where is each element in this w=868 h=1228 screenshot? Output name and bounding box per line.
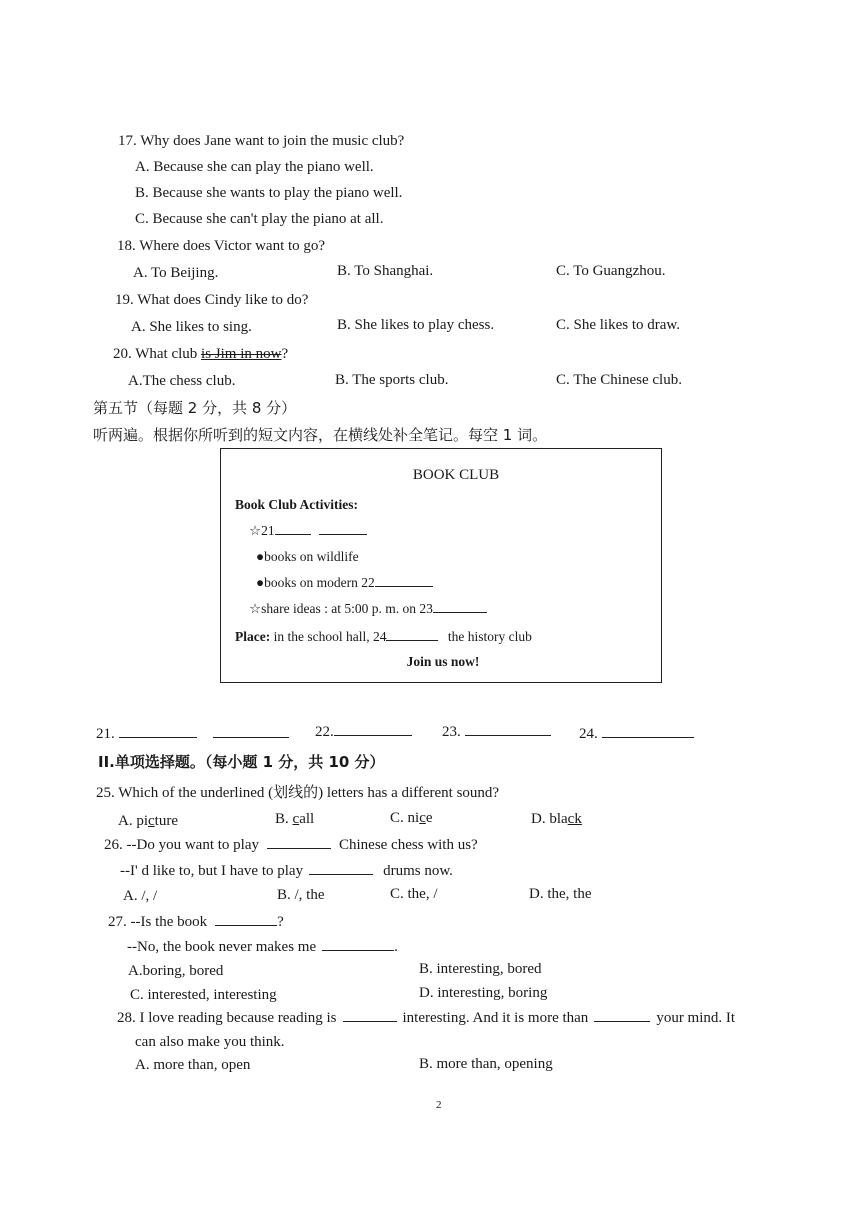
q20-option-c: C. The Chinese club.: [556, 372, 682, 388]
notes-item-23: ☆share ideas : at 5:00 p. m. on 23: [249, 602, 487, 616]
answer-22: 22.: [315, 725, 412, 740]
q26-option-d: D. the, the: [529, 886, 592, 902]
q26-option-c: C. the, /: [390, 886, 438, 902]
q28-line1: 28. I love reading because reading is interesting. And it is more than your mind. It: [117, 1010, 736, 1026]
q17-option-a: A. Because she can play the piano well.: [135, 159, 374, 175]
part2-title: II.单项选择题。（每小题 1 分，共 10 分）: [98, 753, 385, 771]
notes-item-21: ☆21: [249, 524, 367, 538]
answer-21: 21.: [96, 727, 289, 742]
q18-option-b: B. To Shanghai.: [337, 263, 434, 279]
answer-24: 24.: [579, 727, 694, 742]
q20-option-b: B. The sports club.: [335, 372, 449, 388]
blank-21a: [275, 533, 311, 535]
q28-line2: can also make you think.: [135, 1034, 285, 1050]
q18-option-a: A. To Beijing.: [133, 265, 219, 281]
q27-option-c: C. interested, interesting: [130, 987, 277, 1003]
q27-blank1: [215, 924, 277, 926]
q27-line2: --No, the book never makes me .: [127, 939, 398, 955]
q27-line1: 27. --Is the book ?: [108, 914, 284, 930]
answer-blank-21a[interactable]: [119, 736, 197, 738]
notes-title: BOOK CLUB: [412, 467, 500, 483]
answer-blank-22[interactable]: [334, 734, 412, 736]
q25-option-c: C. nice: [390, 810, 433, 826]
q17-option-b: B. Because she wants to play the piano well.: [135, 185, 403, 201]
q19-stem: 19. What does Cindy like to do?: [115, 292, 309, 308]
book-club-notes-box: [220, 448, 662, 683]
q26-line2: --I' d like to, but I have to play drums now.: [120, 863, 453, 879]
q27-blank2: [322, 949, 394, 951]
blank-24: [386, 639, 438, 641]
blank-22: [375, 585, 433, 587]
answer-blank-23[interactable]: [465, 734, 551, 736]
page-number: 2: [436, 1099, 442, 1111]
blank-23: [433, 611, 487, 613]
answer-blank-24[interactable]: [602, 736, 694, 738]
q17-option-c: C. Because she can't play the piano at all.: [135, 211, 384, 227]
blank-21b: [319, 533, 367, 535]
q27-option-b: B. interesting, bored: [419, 961, 542, 977]
q25-stem: 25. Which of the underlined (划线的) letters has a different sound?: [96, 785, 500, 801]
answer-23: 23.: [442, 725, 551, 740]
q17-stem: 17. Why does Jane want to join the music club?: [118, 133, 405, 149]
answer-blank-21b[interactable]: [213, 736, 289, 738]
q28-blank2: [594, 1020, 650, 1022]
q25-option-d: D. black: [531, 811, 582, 827]
q27-option-d: D. interesting, boring: [419, 985, 548, 1001]
q26-option-b: B. /, the: [277, 887, 325, 903]
q20-handwritten-mark: is Jim in now: [201, 346, 282, 362]
q28-option-a: A. more than, open: [135, 1057, 251, 1073]
notes-join: Join us now!: [406, 654, 480, 669]
q20-option-a: A.The chess club.: [128, 373, 236, 389]
notes-activities-label: Book Club Activities:: [235, 497, 359, 512]
notes-item-wildlife: ●books on wildlife: [256, 549, 359, 564]
q25-option-b: B. call: [275, 811, 315, 827]
q20-stem: 20. What club is Jim in now?: [113, 346, 289, 362]
q28-blank1: [343, 1020, 397, 1022]
notes-place: Place: in the school hall, 24 the history club: [235, 629, 532, 644]
q27-option-a: A.boring, bored: [128, 963, 224, 979]
q26-blank2: [309, 873, 373, 875]
q19-option-b: B. She likes to play chess.: [337, 317, 495, 333]
section5-instruction: 听两遍。根据你所听到的短文内容，在横线处补全笔记。每空 1 词。: [93, 426, 548, 444]
q19-option-a: A. She likes to sing.: [131, 319, 252, 335]
q26-line1: 26. --Do you want to play Chinese chess with us?: [104, 837, 478, 853]
q18-option-c: C. To Guangzhou.: [556, 263, 666, 279]
notes-item-22: ●books on modern 22: [256, 576, 433, 590]
q19-option-c: C. She likes to draw.: [556, 317, 681, 333]
q26-blank1: [267, 847, 331, 849]
q25-option-a: A. picture: [118, 813, 178, 829]
q26-option-a: A. /, /: [123, 888, 158, 904]
q18-stem: 18. Where does Victor want to go?: [117, 238, 326, 254]
section5-title: 第五节（每题 2 分，共 8 分）: [93, 399, 297, 417]
q28-option-b: B. more than, opening: [419, 1056, 553, 1072]
